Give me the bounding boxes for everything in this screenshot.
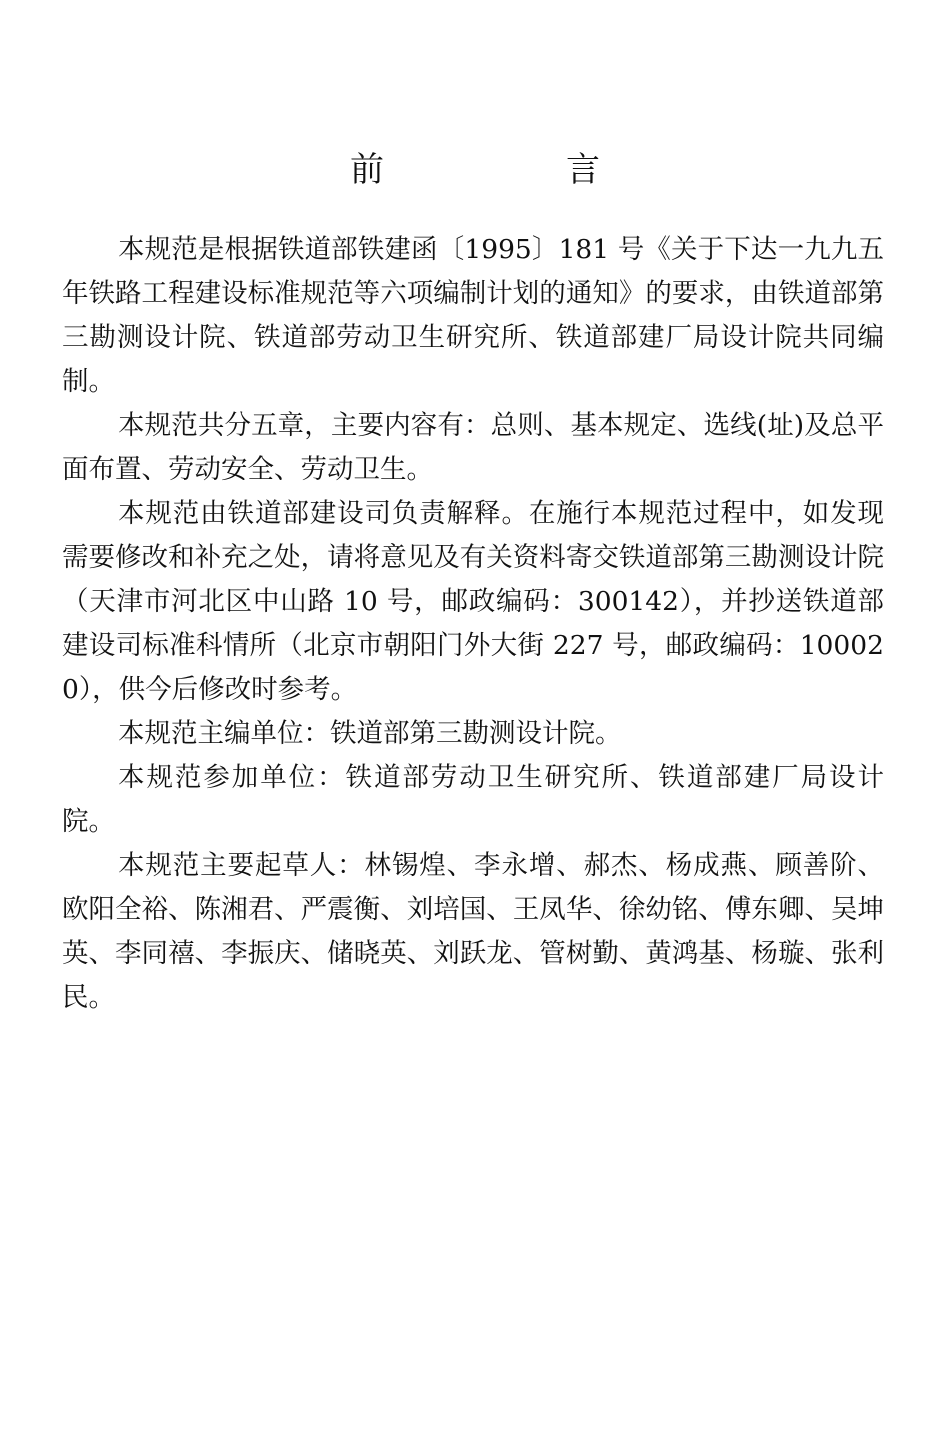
preface-body — [62, 228, 884, 1020]
page-title: 前 言 — [350, 150, 674, 190]
paragraph-participating-units: 本规范参加单位：铁道部劳动卫生研究所、铁道部建厂局设计院。 — [62, 762, 884, 837]
paragraph-main-drafters: 本规范主要起草人：林锡煌、李永增、郝杰、杨成燕、顾善阶、欧阳全裕、陈湘君、严震衡、刘培国、王凤华、徐幼铭、傅东卿、吴坤英、李同禧、李振庆、储晓英、刘跃龙、管树勤、黄鸿基、杨璇、张利民。 — [62, 850, 884, 1013]
paragraph-chapter-summary: 本规范共分五章，主要内容有：总则、基本规定、选线(址)及总平面布置、劳动安全、劳动卫生。 — [62, 410, 884, 485]
paragraph-interpretation-feedback: 本规范由铁道部建设司负责解释。在施行本规范过程中，如发现需要修改和补充之处，请将意见及有关资料寄交铁道部第三勘测设计院（天津市河北区中山路 10 号，邮政编码：300142），并抄送铁道部建设司标准科情所（北京市朝阳门外大街 227 号，邮政编码：100020），供今后修改时参考。 — [62, 498, 884, 705]
paragraph-chief-editor-unit: 本规范主编单位：铁道部第三勘测设计院。 — [118, 718, 622, 749]
paragraph-compilation-basis: 本规范是根据铁道部铁建函〔1995〕181 号《关于下达一九九五年铁路工程建设标准规范等六项编制计划的通知》的要求，由铁道部第三勘测设计院、铁道部劳动卫生研究所、铁道部建厂局设计院共同编制。 — [62, 234, 884, 397]
